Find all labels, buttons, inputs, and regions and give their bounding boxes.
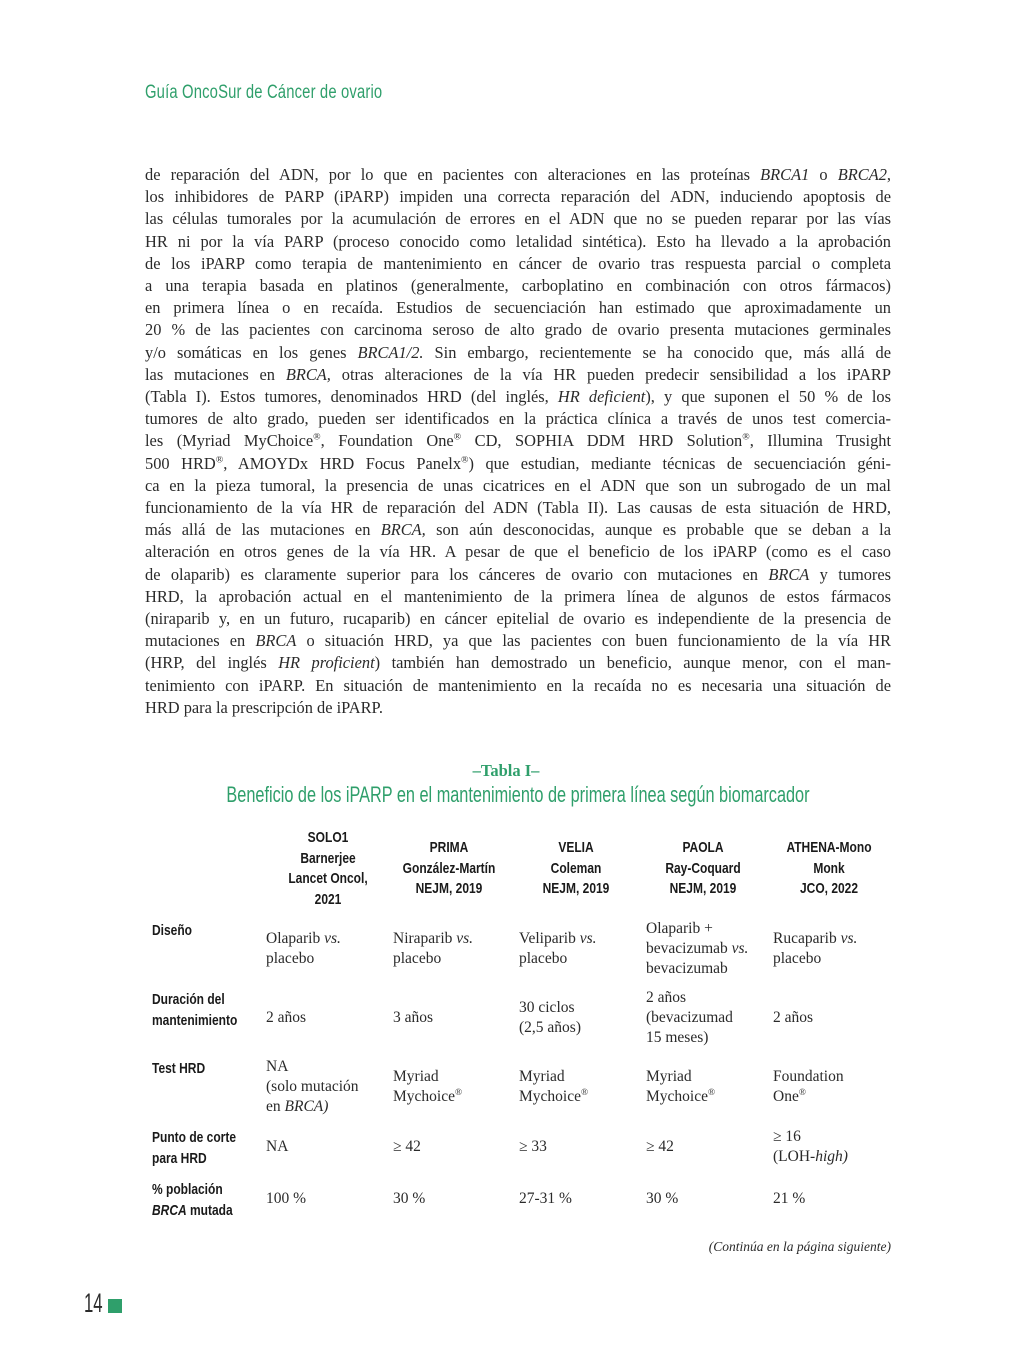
- body-line: HR ni por la vía PARP (proceso conocido como letalidad sintética). Esto ha llevado a la aprobación: [145, 231, 891, 251]
- body-line: las células tumorales por la acumulación de errores en el ADN que no se pueden reparar por las vías: [145, 209, 891, 229]
- table-cell: NA: [266, 1138, 289, 1155]
- table-cell: 30 ciclos (2,5 años): [519, 999, 581, 1036]
- row-label: % población BRCA mutada: [152, 1181, 233, 1219]
- table-cell: 2 años: [773, 1009, 814, 1026]
- table-cell: ≥ 42: [646, 1138, 674, 1155]
- table-cell: Olaparib + bevacizumab vs. bevacizumab: [646, 920, 749, 977]
- table-cell: Foundation One®: [773, 1068, 844, 1105]
- table-cell: 2 años: [266, 1009, 307, 1026]
- running-header: Guía OncoSur de Cáncer de ovario: [145, 82, 383, 103]
- row-label: Diseño: [152, 922, 193, 939]
- body-line: (HRP, del inglés HR proficient) también han demostrado un beneficio, aunque menor, con el man-: [145, 653, 891, 673]
- table-cell: Niraparib vs. placebo: [393, 930, 474, 967]
- table-cell: Olaparib vs. placebo: [266, 930, 341, 967]
- table-cell: ≥ 33: [519, 1138, 547, 1155]
- body-line: funcionamiento de la vía HR de reparación del ADN (Tabla II). Las causas de esta situación de HRD,: [145, 498, 891, 518]
- column-header: PAOLA Ray-Coquard NEJM, 2019: [665, 839, 741, 897]
- body-line: mutaciones en BRCA o situación HRD, ya que las pacientes con buen funcionamiento de la vía HR: [145, 631, 892, 651]
- table-label: –Tabla I–: [472, 761, 540, 780]
- body-line: las mutaciones en BRCA, otras alteraciones de la vía HR pueden predecir sensibilidad a los iPARP: [145, 364, 891, 384]
- table-cell: Myriad Mychoice®: [519, 1068, 589, 1105]
- table-cell: 2 años (bevacizumad 15 meses): [646, 989, 733, 1046]
- body-line: (Tabla I). Estos tumores, denominados HRD (del inglés, HR deficient), y que suponen el 50 % de los: [145, 387, 891, 407]
- page-marker-square: [108, 1299, 122, 1313]
- table-cell: 30 %: [393, 1190, 426, 1207]
- body-line: 20 % de las pacientes con carcinoma seroso de alto grado de ovario presenta mutaciones germinales: [145, 320, 891, 340]
- table-cell: 27-31 %: [519, 1190, 572, 1207]
- body-line: los inhibidores de PARP (iPARP) impiden una correcta reparación del ADN, induciendo apoptosis de: [145, 187, 891, 207]
- table-cell: 30 %: [646, 1190, 679, 1207]
- body-line: más allá de las mutaciones en BRCA, son aún desconocidas, aunque es probable que se deban a la: [145, 520, 891, 540]
- body-line: alteración en otros genes de la vía HR. A pesar de que el beneficio de los iPARP (como es el caso: [145, 542, 891, 562]
- body-line: de reparación del ADN, por lo que en pacientes con alteraciones en las proteínas BRCA1 o BRCA2,: [145, 165, 892, 184]
- table-cell: NA (solo mutación en BRCA): [266, 1058, 359, 1115]
- row-label: Duración del mantenimiento: [152, 991, 238, 1029]
- table-title: Beneficio de los iPARP en el mantenimiento de primera línea según biomarcador: [226, 782, 810, 807]
- body-line: de olaparib) es claramente superior para los cánceres de ovario con mutaciones en BRCA y tumores: [145, 564, 892, 584]
- column-header: VELIA Coleman NEJM, 2019: [542, 839, 610, 897]
- table-cell: Myriad Mychoice®: [393, 1068, 463, 1105]
- table-cell: 3 años: [393, 1009, 434, 1026]
- body-paragraph: [145, 164, 891, 719]
- row-label: Punto de corte para HRD: [152, 1129, 237, 1167]
- row-label: Test HRD: [152, 1060, 206, 1077]
- table-cell: Myriad Mychoice®: [646, 1068, 716, 1105]
- body-line: y/o somáticas en los genes BRCA1/2. Sin embargo, recientemente se ha conocido que, más allá de: [145, 342, 891, 362]
- body-line: de los iPARP como terapia de mantenimiento en cáncer de ovario tras respuesta parcial o completa: [145, 253, 891, 273]
- column-header: ATHENA-Mono Monk JCO, 2022: [786, 839, 872, 897]
- body-line: a una terapia basada en platinos (generalmente, carboplatino en combinación con otros fármacos): [145, 276, 891, 296]
- body-line: tumores de alto grado, pueden ser identificados en la práctica clínica a través de unos test comercia-: [145, 409, 891, 429]
- table-cell: ≥ 16 (LOH-high): [773, 1128, 848, 1165]
- column-header: PRIMA González-Martín NEJM, 2019: [402, 839, 496, 897]
- body-line: en primera línea o en recaída. Estudios de secuenciación han estimado que aproximadamente un: [145, 298, 891, 318]
- column-header: SOLO1 Barnerjee Lancet Oncol, 2021: [288, 829, 368, 908]
- body-line: les (Myriad MyChoice®, Foundation One® CD, SOPHIA DDM HRD Solution®, Illumina Trusight: [145, 431, 892, 451]
- body-line: tenimiento con iPARP. En situación de mantenimiento en la recaída no es necesaria una situación de: [145, 675, 891, 695]
- body-line: ca en la pieza tumoral, la presencia de unas cicatrices en el ADN que son un subrogado de un mal: [145, 475, 891, 495]
- body-line: (niraparib y, en un futuro, rucaparib) en cáncer epitelial de ovario es independiente de la presencia de: [145, 609, 891, 629]
- table-cell: 21 %: [773, 1190, 806, 1207]
- body-line: HRD para la prescripción de iPARP.: [145, 697, 383, 717]
- table-cell: Veliparib vs. placebo: [519, 930, 597, 967]
- body-line: HRD, la aprobación actual en el mantenimiento de la primera línea de algunos de estos fármacos: [145, 586, 891, 606]
- table-cell: Rucaparib vs. placebo: [773, 930, 858, 967]
- continuation-note: (Continúa en la página siguiente): [708, 1239, 891, 1254]
- table-cell: ≥ 42: [393, 1138, 421, 1155]
- body-line: 500 HRD®, AMOYDx HRD Focus Panelx®) que estudian, mediante técnicas de secuenciación géni-: [145, 453, 891, 473]
- table-cell: 100 %: [266, 1190, 307, 1207]
- page-number: 14: [84, 1288, 103, 1318]
